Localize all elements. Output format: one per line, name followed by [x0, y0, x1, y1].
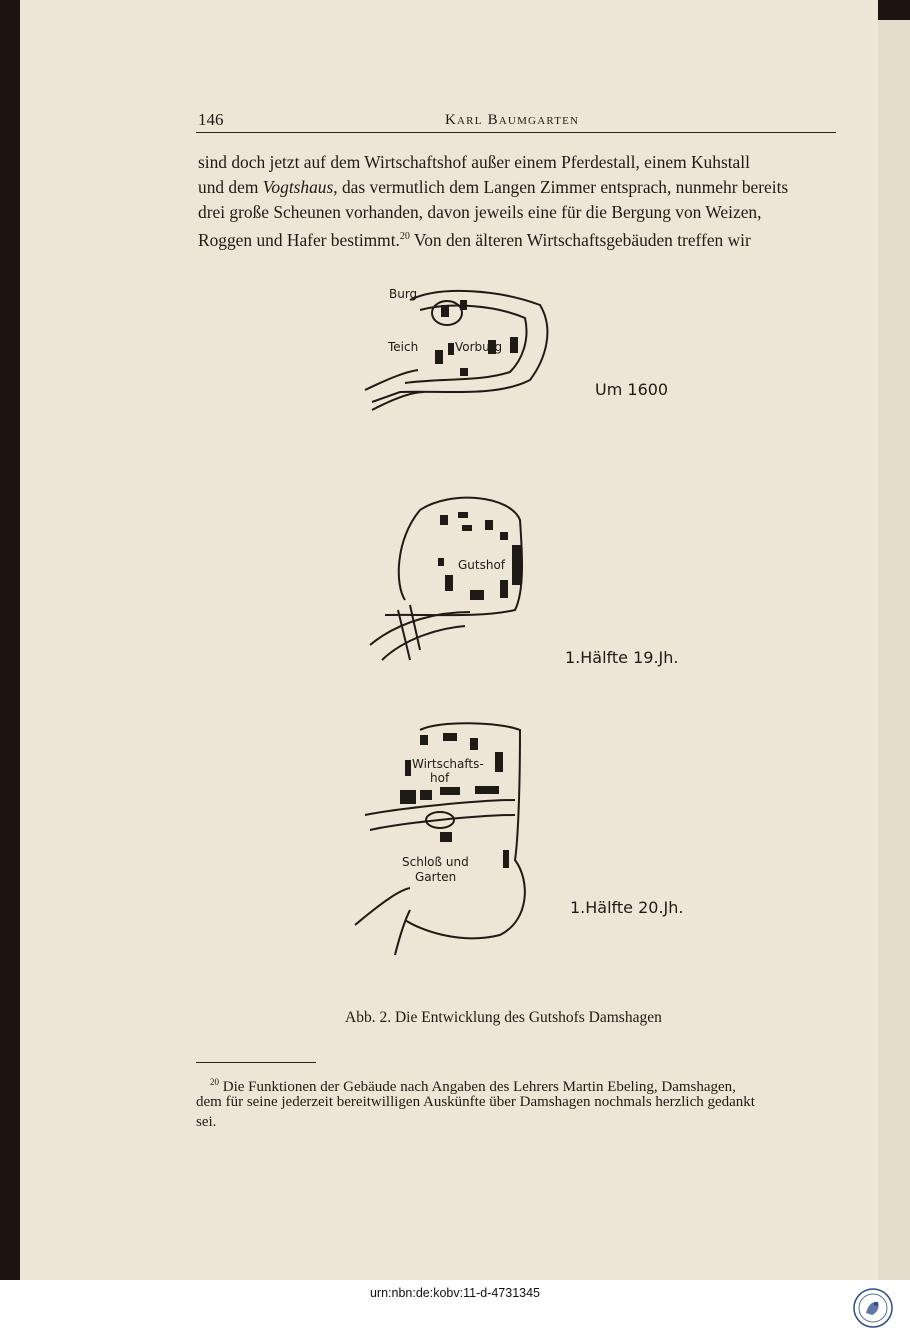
map2-label-date: 1.Hälfte 19.Jh.	[565, 648, 679, 667]
map3-label-schloss-2: Garten	[415, 870, 457, 884]
body-line-2a: und dem	[198, 177, 263, 197]
page-number: 146	[198, 110, 224, 129]
map1-label-date: Um 1600	[595, 380, 669, 399]
map3-outline	[405, 723, 525, 938]
map2-road-1	[370, 612, 470, 645]
map1-label-teich: Teich	[388, 340, 419, 354]
map1-building	[460, 300, 467, 310]
footnote-rule	[196, 1062, 316, 1063]
map3-label-wirtschaftshof-2: hof	[430, 771, 450, 785]
map1-building	[460, 368, 468, 376]
map2-road-3	[398, 610, 410, 660]
vogtshaus-term: Vogtshaus	[262, 177, 334, 197]
body-line-1: sind doch jetzt auf dem Wirtschaftshof außer einem Pferdestall, einem Kuhstall	[198, 152, 750, 172]
map1-building	[435, 350, 443, 364]
university-seal-icon	[852, 1287, 894, 1329]
body-line-2b: , das vermutlich dem Langen Zimmer entsprach, nunmehr bereits	[333, 177, 789, 197]
footnote-line-3: sei.	[196, 1114, 217, 1130]
body-line-4a: Roggen und Hafer bestimmt.	[198, 229, 400, 250]
footnote-line-2: dem für seine jederzeit bereitwilligen Auskünfte über Damshagen nochmals herzlich gedankt	[196, 1094, 755, 1110]
map3-label-schloss-1: Schloß und	[402, 855, 469, 869]
map2-road-2	[382, 626, 465, 660]
footnote-text-1: Die Funktionen der Gebäude nach Angaben des Lehrers Martin Ebeling, Damshagen,	[219, 1079, 736, 1095]
map2-outline-left	[399, 510, 420, 600]
map1-label-burg: Burg	[389, 287, 418, 301]
map1-label-vorburg: Vorburg	[455, 340, 503, 354]
map1-road	[365, 370, 418, 390]
urn-identifier: urn:nbn:de:kobv:11-d-4731345	[369, 1286, 541, 1300]
map1-building	[448, 343, 454, 355]
map3-label-date: 1.Hälfte 20.Jh.	[570, 898, 684, 917]
footnote-ref: 20	[399, 231, 410, 242]
map1-road-lower	[372, 392, 424, 410]
map3-road-4	[395, 910, 410, 955]
map2-road-4	[410, 605, 420, 650]
running-title: Karl Baumgarten	[445, 112, 580, 128]
body-line-3: drei große Scheunen vorhanden, davon jeweils eine für die Bergung von Weizen,	[198, 202, 762, 222]
body-line-4b: Von den älteren Wirtschaftsgebäuden treffen wir	[409, 229, 751, 250]
map2-label-gutshof: Gutshof	[458, 558, 506, 572]
figure-caption: Abb. 2. Die Entwicklung des Gutshofs Damshagen	[345, 1009, 662, 1026]
map1-building	[441, 305, 449, 317]
map1-building	[510, 337, 518, 353]
map3-road-3	[355, 888, 410, 925]
footnote-mark: 20	[210, 1077, 219, 1087]
map3-label-wirtschaftshof-1: Wirtschafts-	[412, 757, 484, 771]
